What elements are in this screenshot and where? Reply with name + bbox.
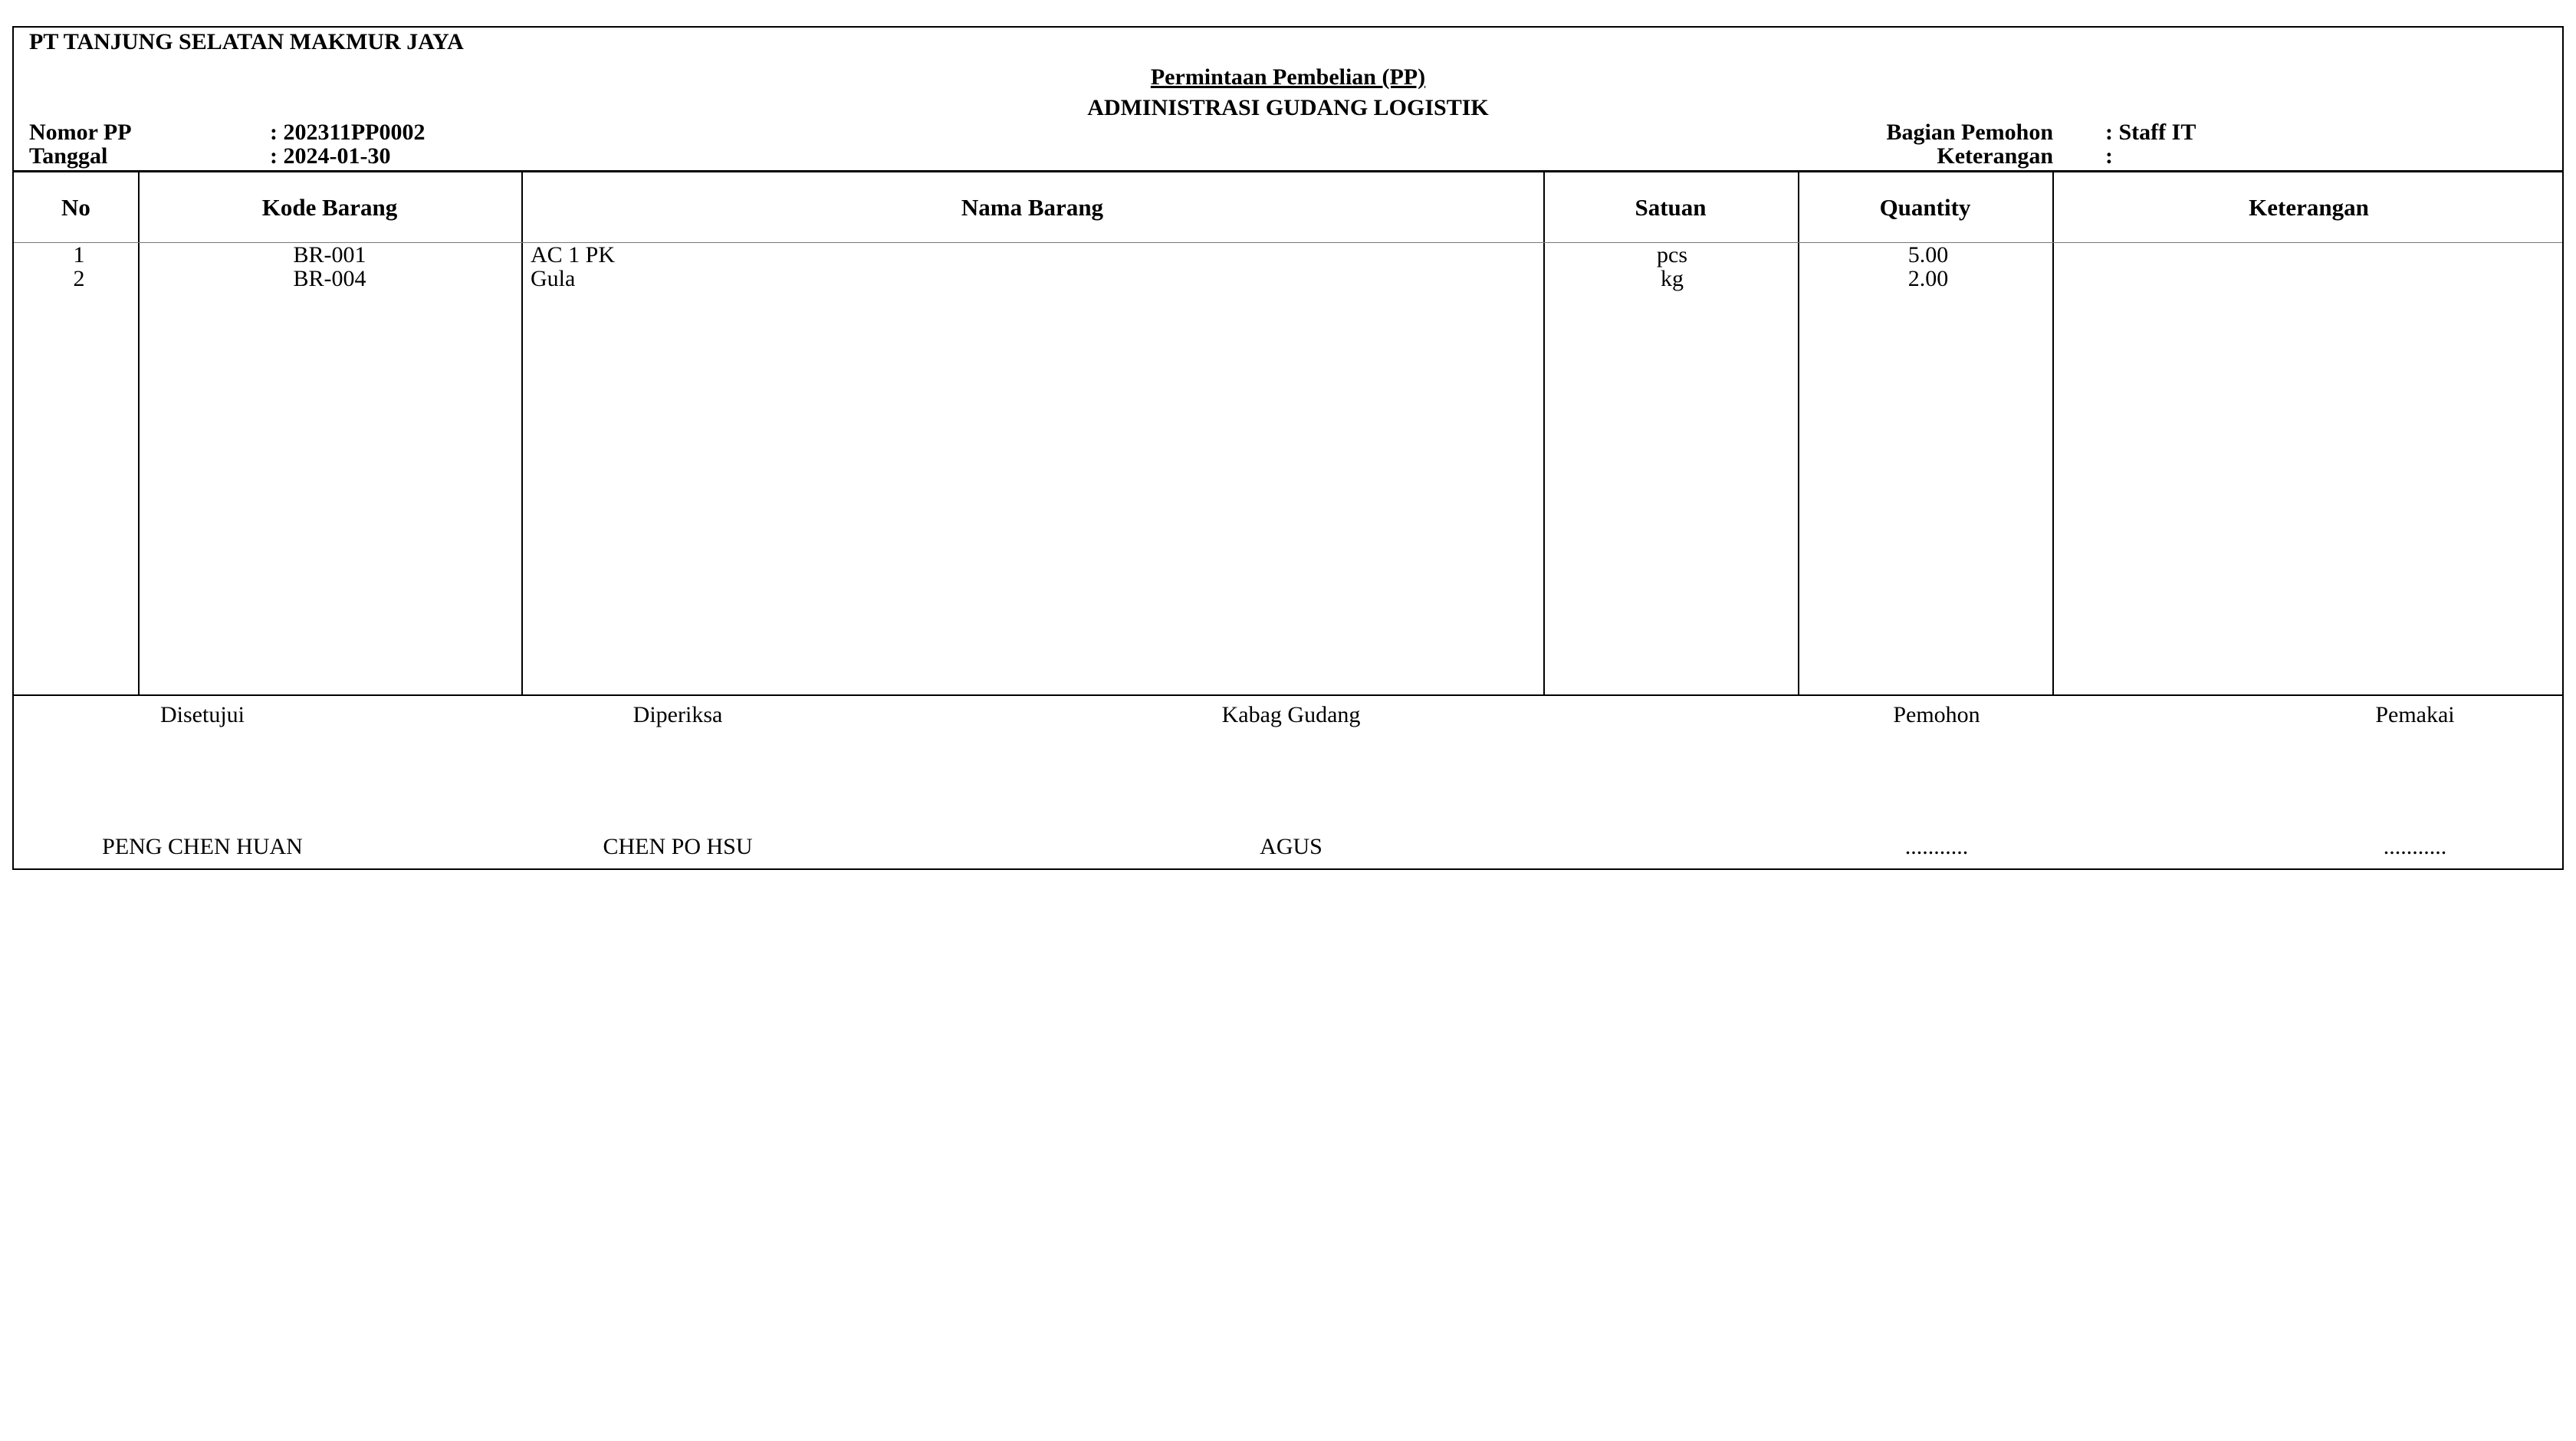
tanggal-value: : 2024-01-30 xyxy=(270,143,391,169)
row-1-kode: BR-001 xyxy=(293,242,366,268)
document-subtitle: ADMINISTRASI GUDANG LOGISTIK xyxy=(1087,95,1489,120)
row-2-kode: BR-004 xyxy=(293,266,366,291)
keterangan-value: : xyxy=(2105,143,2113,169)
items-table xyxy=(14,172,2562,694)
signature-name-kabag-gudang: AGUS xyxy=(1260,834,1322,859)
row-1-nama: AC 1 PK xyxy=(531,242,616,268)
nomor-pp-value: : 202311PP0002 xyxy=(270,120,426,145)
nomor-pp-label: Nomor PP xyxy=(29,120,132,145)
row-1-quantity: 5.00 xyxy=(1907,242,1949,268)
row-2-nama: Gula xyxy=(531,266,576,291)
column-header-kode-barang: Kode Barang xyxy=(261,194,398,221)
signature-role-disetujui: Disetujui xyxy=(160,702,245,727)
tanggal-label: Tanggal xyxy=(29,143,108,169)
purchase-request-document xyxy=(12,26,2564,870)
bagian-pemohon-label: Bagian Pemohon xyxy=(1886,120,2053,145)
company-name: PT TANJUNG SELATAN MAKMUR JAYA xyxy=(29,29,464,54)
row-1-no: 1 xyxy=(73,242,85,268)
signature-role-diperiksa: Diperiksa xyxy=(632,702,723,727)
signature-name-disetujui: PENG CHEN HUAN xyxy=(102,834,303,859)
row-2-no: 2 xyxy=(73,266,85,291)
signature-name-pemakai: ........... xyxy=(2383,834,2447,859)
signature-name-pemohon: ........... xyxy=(1904,834,1969,859)
keterangan-label: Keterangan xyxy=(1937,143,2053,169)
column-header-nama-barang: Nama Barang xyxy=(961,194,1104,221)
row-2-satuan: kg xyxy=(1661,266,1684,291)
row-2-quantity: 2.00 xyxy=(1907,266,1949,291)
column-header-satuan: Satuan xyxy=(1635,194,1707,221)
column-header-keterangan: Keterangan xyxy=(2249,194,2369,221)
bagian-pemohon-value: : Staff IT xyxy=(2105,120,2196,145)
column-header-quantity: Quantity xyxy=(1879,194,1971,221)
signature-role-pemakai: Pemakai xyxy=(2375,702,2455,727)
column-header-no: No xyxy=(61,194,90,221)
column-divider xyxy=(521,172,523,694)
row-1-satuan: pcs xyxy=(1657,242,1687,268)
signature-role-kabag-gudang: Kabag Gudang xyxy=(1221,702,1361,727)
signature-name-diperiksa: CHEN PO HSU xyxy=(603,834,753,859)
signature-divider xyxy=(14,694,2562,696)
signature-role-pemohon: Pemohon xyxy=(1893,702,1980,727)
document-title: Permintaan Pembelian (PP) xyxy=(1150,64,1426,90)
